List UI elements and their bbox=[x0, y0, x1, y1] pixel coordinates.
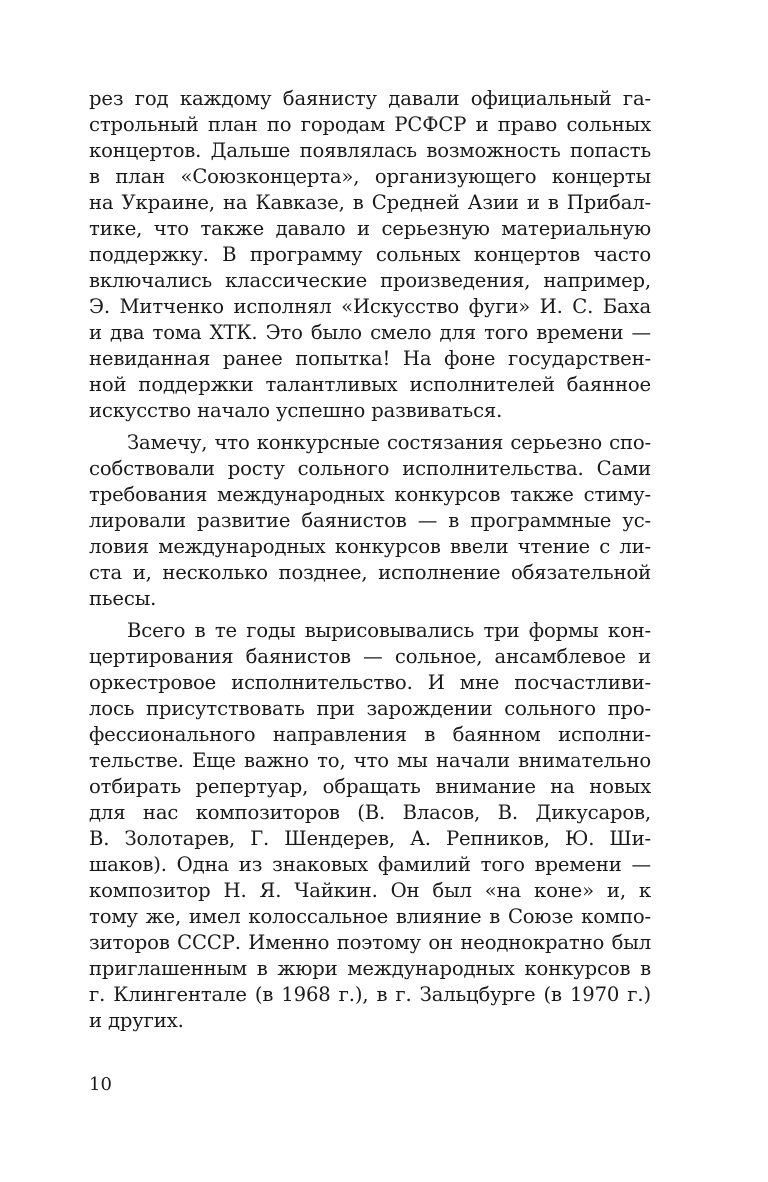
text-line: пьесы. bbox=[89, 587, 157, 610]
text-line: приглашенным в жюри международных конкурсов в bbox=[89, 957, 651, 980]
text-line: строльный план по городам РСФСР и право сольных bbox=[89, 113, 651, 136]
paragraph-2 bbox=[89, 430, 651, 612]
text-line: тике, что также давало и серьезную материальную bbox=[89, 217, 651, 240]
text-line: Всего в те годы вырисовывались три формы кон- bbox=[127, 619, 651, 642]
text-line: тому же, имел колоссальное влияние в Союзе компо- bbox=[89, 905, 651, 928]
text-line: и два тома ХТК. Это было смело для того времени — bbox=[89, 321, 651, 344]
text-line: требования международных конкурсов также стиму- bbox=[89, 483, 651, 506]
paragraph-3 bbox=[89, 618, 651, 1034]
body-text bbox=[89, 86, 651, 1034]
text-line: оркестровое исполнительство. И мне посчастливи- bbox=[89, 671, 651, 694]
text-line: отбирать репертуар, обращать внимание на новых bbox=[89, 775, 651, 798]
text-line: искусство начало успешно развиваться. bbox=[89, 399, 503, 422]
text-line: собствовали росту сольного исполнительства. Сами bbox=[89, 457, 651, 480]
text-line: включались классические произведения, например, bbox=[89, 269, 651, 292]
text-line: композитор Н. Я. Чайкин. Он был «на коне» и, к bbox=[89, 879, 651, 902]
text-line: шаков). Одна из знаковых фамилий того времени — bbox=[89, 853, 651, 876]
text-line: цертирования баянистов — сольное, ансамблевое и bbox=[89, 645, 651, 668]
paragraph-1 bbox=[89, 86, 651, 424]
text-line: на Украине, на Кавказе, в Средней Азии и в Прибал- bbox=[89, 191, 651, 214]
text-line: тельстве. Еще важно то, что мы начали внимательно bbox=[89, 749, 651, 772]
text-line: для нас композиторов (В. Власов, В. Дикусаров, bbox=[89, 801, 651, 824]
text-line: лировали развитие баянистов — в программные ус- bbox=[89, 509, 651, 532]
text-line: В. Золотарев, Г. Шендерев, А. Репников, Ю. Ши- bbox=[89, 827, 651, 850]
text-line: и других. bbox=[89, 1009, 184, 1032]
text-line: лось присутствовать при зарождении сольного про- bbox=[89, 697, 651, 720]
text-line: фессионального направления в баянном исполни- bbox=[89, 723, 651, 746]
text-line: поддержку. В программу сольных концертов часто bbox=[89, 243, 651, 266]
text-line: зиторов СССР. Именно поэтому он неоднократно был bbox=[89, 931, 651, 954]
text-line: невиданная ранее попытка! На фоне государствен- bbox=[89, 347, 651, 370]
text-line: г. Клингентале (в 1968 г.), в г. Зальцбурге (в 1970 г.) bbox=[89, 983, 651, 1006]
text-line: в план «Союзконцерта», организующего концерты bbox=[89, 165, 651, 188]
text-line: ной поддержки талантливых исполнителей баянное bbox=[89, 373, 651, 396]
text-line: ловия международных конкурсов ввели чтение с ли- bbox=[89, 535, 651, 558]
page-number: 10 bbox=[89, 1074, 112, 1095]
text-line: ста и, несколько позднее, исполнение обязательной bbox=[89, 561, 651, 584]
text-line: Э. Митченко исполнял «Искусство фуги» И. С. Баха bbox=[89, 295, 651, 318]
text-line: концертов. Дальше появлялась возможность попасть bbox=[89, 139, 651, 162]
text-line: Замечу, что конкурсные состязания серьезно спо- bbox=[127, 431, 651, 454]
text-line: рез год каждому баянисту давали официальный га- bbox=[89, 87, 651, 110]
